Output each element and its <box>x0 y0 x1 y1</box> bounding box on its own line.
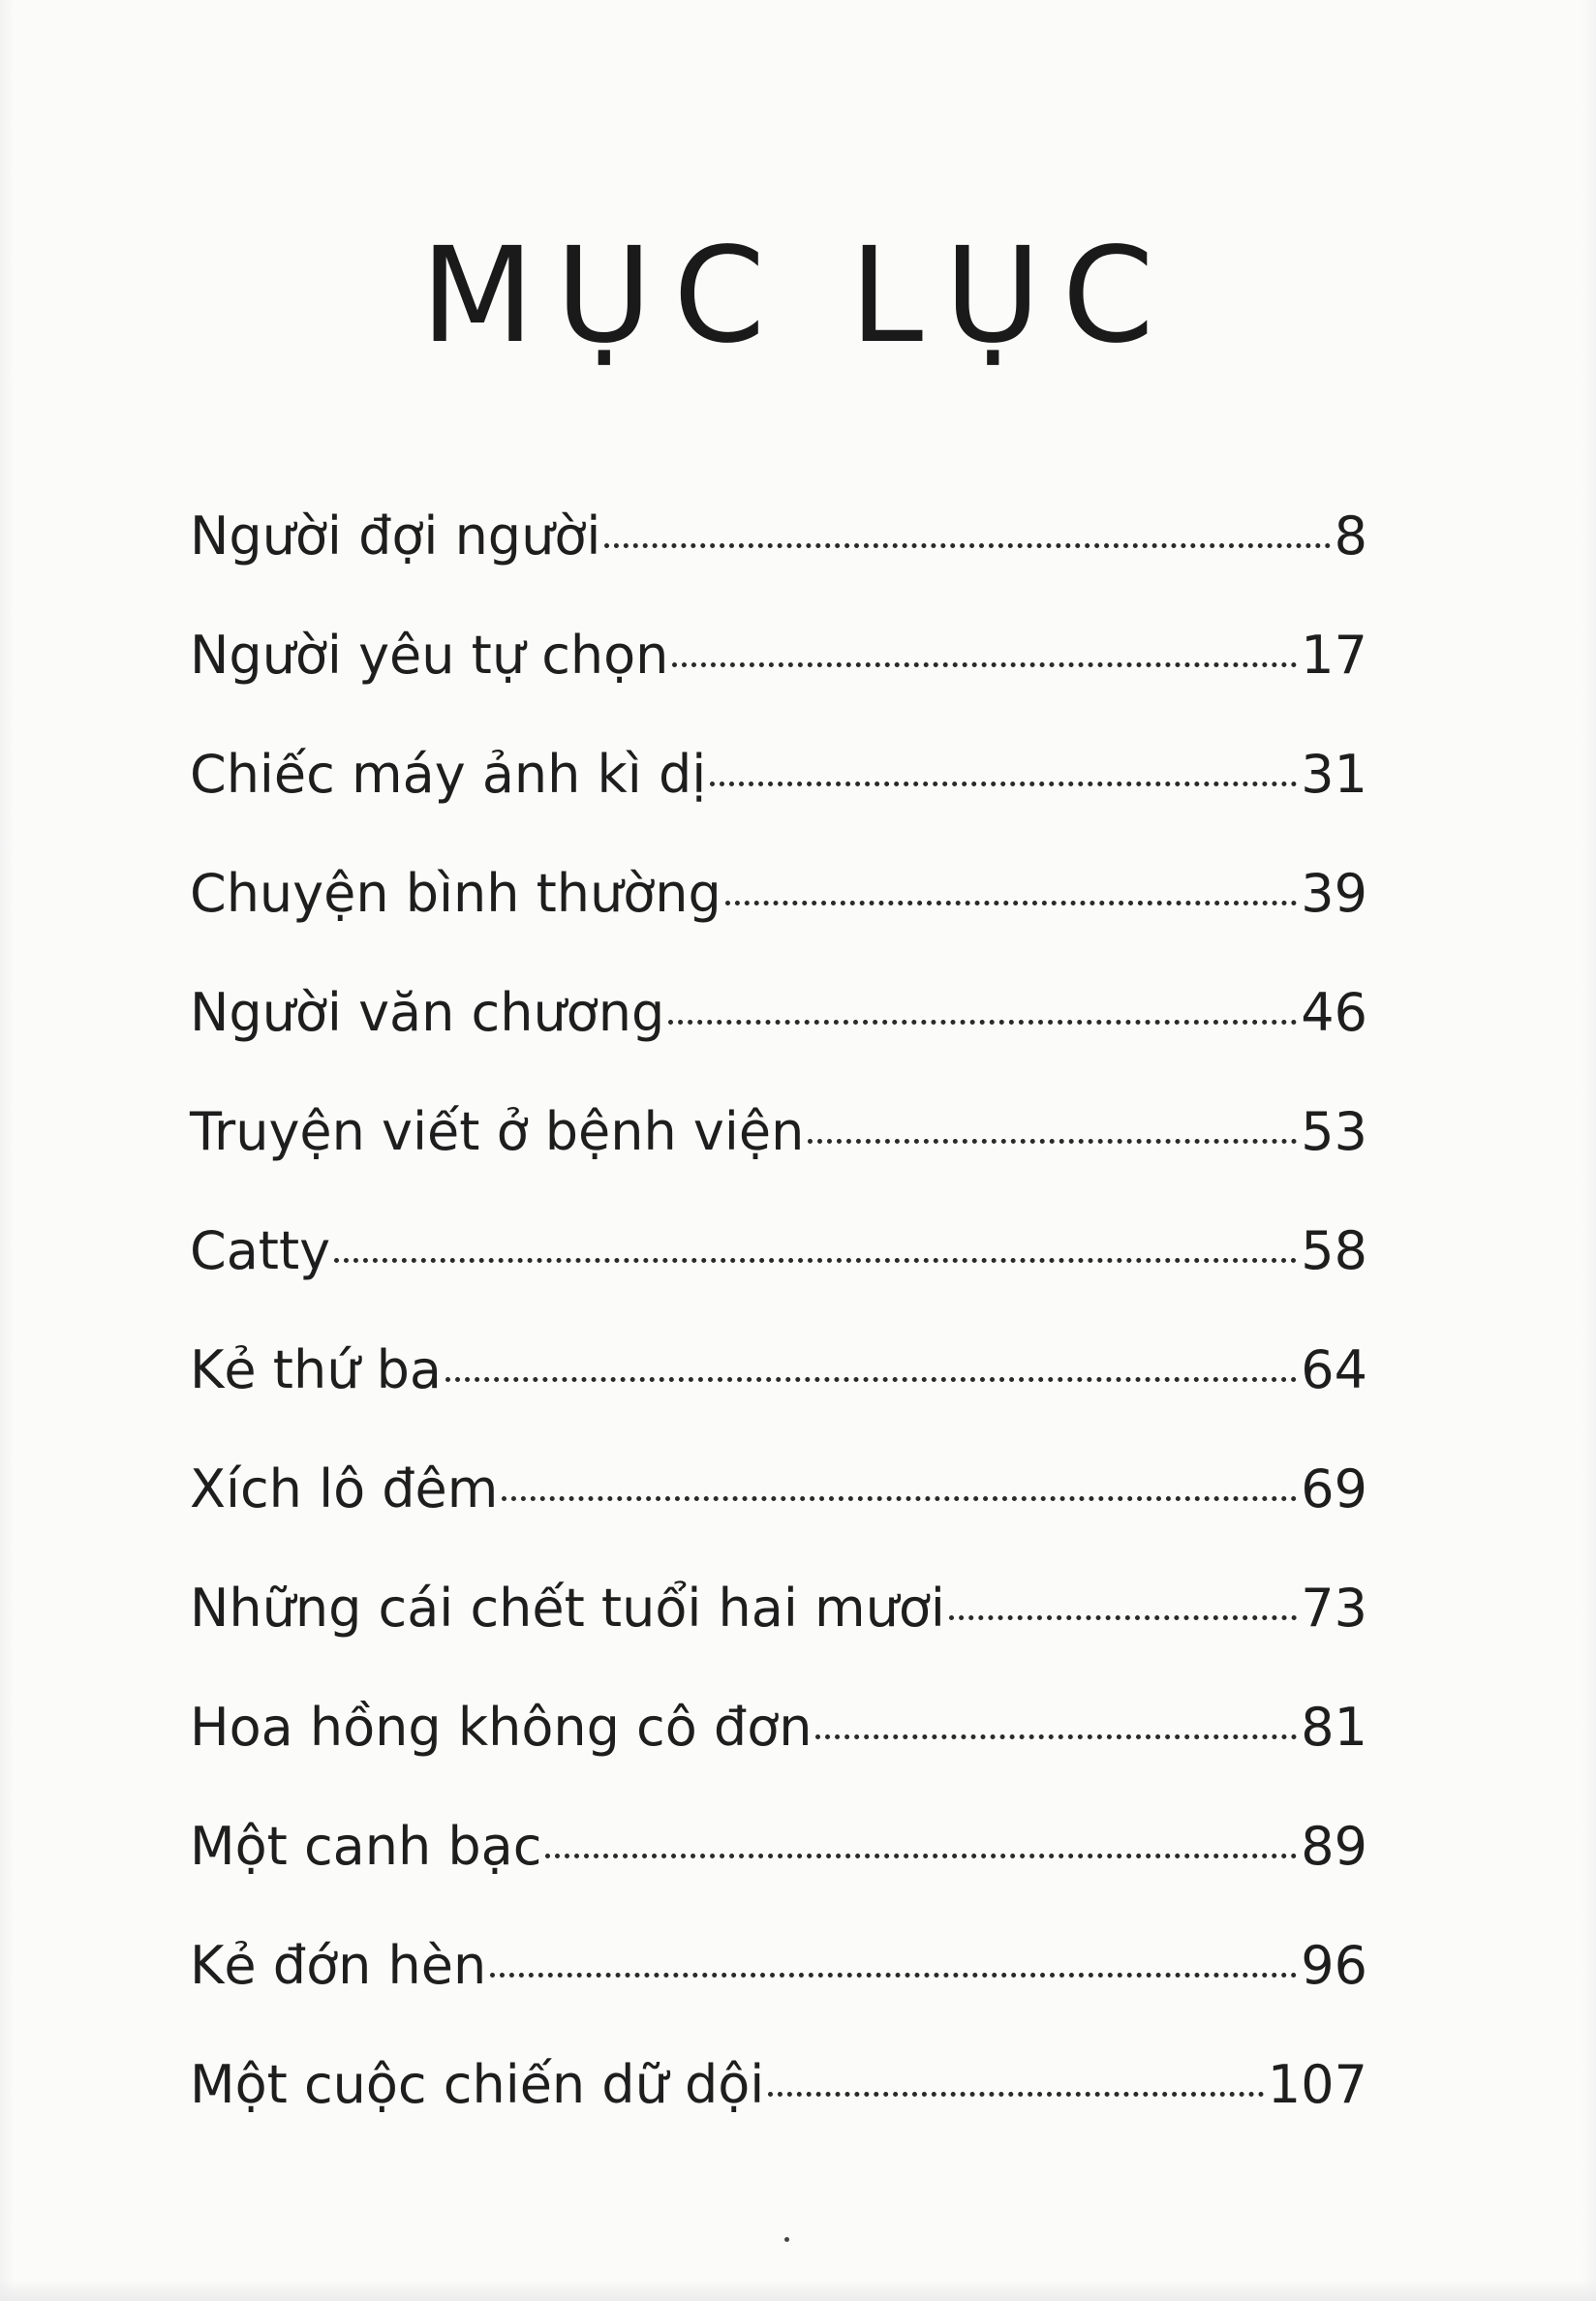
toc-entry <box>190 596 1367 715</box>
dot-leader <box>545 1854 1297 1858</box>
toc-entry-page: 31 <box>1301 744 1367 805</box>
dot-leader <box>502 1496 1297 1501</box>
dot-leader <box>604 543 1330 548</box>
toc-entry-title: Một canh bạc <box>190 1816 542 1877</box>
dot-leader <box>725 901 1298 905</box>
toc-entry-page: 46 <box>1301 982 1367 1043</box>
dot-leader <box>445 1377 1297 1382</box>
toc-entry-title: Người đợi người <box>190 506 601 567</box>
dot-leader <box>815 1734 1297 1739</box>
toc-entry <box>190 1787 1367 1906</box>
toc-entry-page: 96 <box>1301 1935 1367 1996</box>
toc-entry <box>190 1191 1367 1310</box>
toc-entry <box>190 476 1367 596</box>
dot-leader <box>672 662 1297 667</box>
toc-entry <box>190 715 1367 834</box>
toc-entry-title: Một cuộc chiến dữ dội <box>190 2054 765 2115</box>
toc-entry-title: Chuyện bình thường <box>190 863 721 924</box>
dot-leader <box>668 1020 1297 1025</box>
toc-entry-page: 107 <box>1267 2054 1367 2115</box>
dot-leader <box>490 1973 1297 1978</box>
toc-entry-page: 89 <box>1301 1816 1367 1877</box>
toc-entry-title: Người văn chương <box>190 982 665 1043</box>
toc-entry-page: 73 <box>1301 1578 1367 1639</box>
toc-entry <box>190 1906 1367 2025</box>
page-edge-shadow <box>0 2280 1596 2301</box>
dot-leader <box>768 2092 1264 2097</box>
dot-leader <box>949 1615 1297 1620</box>
toc-entry-title: Kẻ thứ ba <box>190 1339 442 1400</box>
toc-entry-title: Catty <box>190 1220 331 1281</box>
toc-entry <box>190 1310 1367 1429</box>
toc-entry <box>190 953 1367 1072</box>
toc-entry-title: Chiếc máy ảnh kì dị <box>190 744 707 805</box>
toc-entry-title: Truyện viết ở bệnh viện <box>190 1101 805 1162</box>
dot-leader <box>710 782 1297 786</box>
toc-entry-page: 17 <box>1301 625 1367 686</box>
toc-entry <box>190 834 1367 953</box>
table-of-contents <box>190 476 1367 2144</box>
toc-entry <box>190 1072 1367 1191</box>
toc-entry <box>190 1668 1367 1787</box>
toc-entry-page: 69 <box>1301 1458 1367 1519</box>
toc-entry-page: 81 <box>1301 1697 1367 1758</box>
dot-leader <box>334 1258 1297 1263</box>
toc-entry-title: Người yêu tự chọn <box>190 625 669 686</box>
toc-entry-page: 64 <box>1301 1339 1367 1400</box>
toc-entry <box>190 1549 1367 1668</box>
toc-entry-page: 8 <box>1334 506 1367 567</box>
print-speck <box>784 2237 789 2242</box>
toc-entry-title: Xích lô đêm <box>190 1458 499 1519</box>
toc-entry <box>190 2025 1367 2144</box>
toc-entry <box>190 1429 1367 1549</box>
toc-entry-page: 53 <box>1301 1101 1367 1162</box>
toc-entry-page: 39 <box>1301 863 1367 924</box>
toc-entry-title: Kẻ đớn hèn <box>190 1935 487 1996</box>
toc-entry-title: Hoa hồng không cô đơn <box>190 1697 813 1758</box>
page-title: MỤC LỤC <box>420 220 1176 373</box>
toc-entry-title: Những cái chết tuổi hai mươi <box>190 1578 945 1639</box>
toc-entry-page: 58 <box>1301 1220 1367 1281</box>
dot-leader <box>808 1139 1297 1144</box>
